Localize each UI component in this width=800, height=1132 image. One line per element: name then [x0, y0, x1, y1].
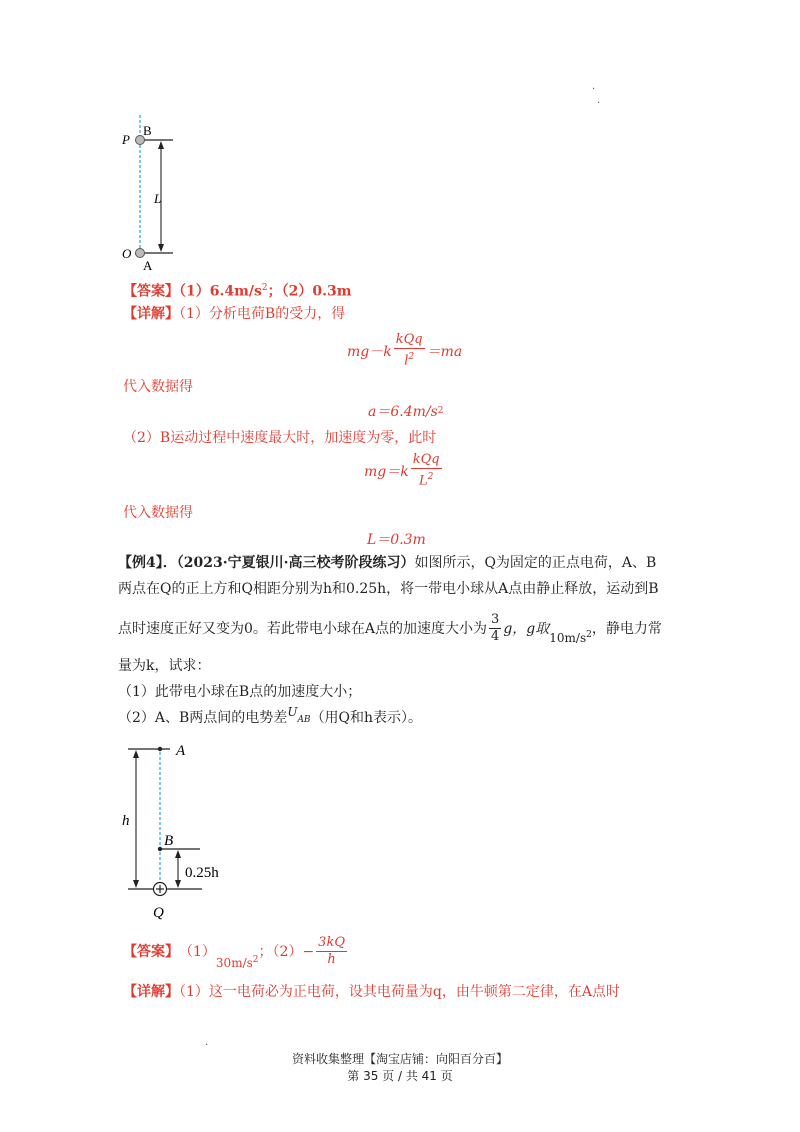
equation-2: a＝6.4m/s 2	[368, 404, 444, 420]
label-025h: 0.25h	[185, 865, 219, 881]
question-1: （1）此带电小球在B点的加速度大小；	[118, 684, 362, 700]
decorative-dot: ·	[592, 84, 596, 95]
answer-tag: 【答案】	[123, 943, 179, 960]
figure-charges-pl	[118, 110, 188, 275]
question-2: （2）A、B两点间的电势差$U_{AB}$（用Q和h表示）。	[118, 705, 423, 726]
detail-2-line1: 【详解】（1）这一电荷必为正电荷，设其电荷量为q，由牛顿第二定律，在A点时	[123, 984, 620, 1000]
answer-2: 【答案】 （1） $30m/s^2$ ；（2） − $\frac{3kQ}{h}$	[123, 935, 345, 970]
substitute-line-1: 代入数据得	[123, 379, 193, 395]
label-b: B	[143, 123, 152, 138]
example-4-line1: 【例4】．（2023·宁夏银川·高三校考阶段练习）如图所示，Q为固定的正点电荷，A、B	[118, 555, 657, 571]
decorative-dot: ·	[205, 1040, 209, 1051]
equation-3: mg＝k $\frac{\text{kQq}}{L^2}$	[364, 452, 440, 489]
label-b: B	[164, 833, 174, 849]
footer-source: 资料收集整理【淘宝店铺：向阳百分百】	[291, 1052, 508, 1066]
page-number: 第 35 页 / 共 41 页	[347, 1069, 453, 1083]
example-title: 【例4】．（2023·宁夏银川·高三校考阶段练习）	[118, 555, 415, 571]
figure-charges-ab	[118, 735, 248, 925]
label-q: Q	[153, 905, 164, 921]
label-a: A	[143, 258, 153, 273]
detail-tag: 【详解】	[123, 306, 179, 322]
decorative-dot: ·	[597, 98, 601, 109]
substitute-line-2: 代入数据得	[123, 505, 193, 521]
label-l: L	[154, 191, 162, 206]
label-h: h	[122, 813, 130, 829]
example-4-line2: 两点在Q的正上方和Q相距分别为h和0.25h，将一带电小球从A点由静止释放，运动到B	[118, 581, 659, 597]
equation-4: L＝0.3m	[367, 532, 426, 548]
answer-tag: 【答案】	[123, 283, 179, 300]
example-4-line3: 点时速度正好又变为0。若此带电小球在A点的加速度大小为 $\frac{3}{4}$ g，g取 $10m/s^2$ ，静电力常	[118, 612, 662, 645]
detail-1-line2: （2）B运动过程中速度最大时，加速度为零，此时	[123, 430, 437, 446]
detail-tag: 【详解】	[123, 984, 179, 1000]
detail-1-line1: 【详解】（1）分析电荷B的受力，得	[123, 306, 346, 322]
label-o: O	[122, 246, 132, 261]
answer-1: 【答案】$(1)6.4m/s^2$；（2）0.3m	[123, 283, 352, 300]
example-4-line4: 量为k，试求：	[118, 658, 211, 674]
equation-1: mg－k $\frac{\text{kQq}}{l^2}$ ＝ma	[347, 332, 463, 369]
label-a: A	[176, 743, 186, 759]
label-p: P	[122, 132, 130, 147]
